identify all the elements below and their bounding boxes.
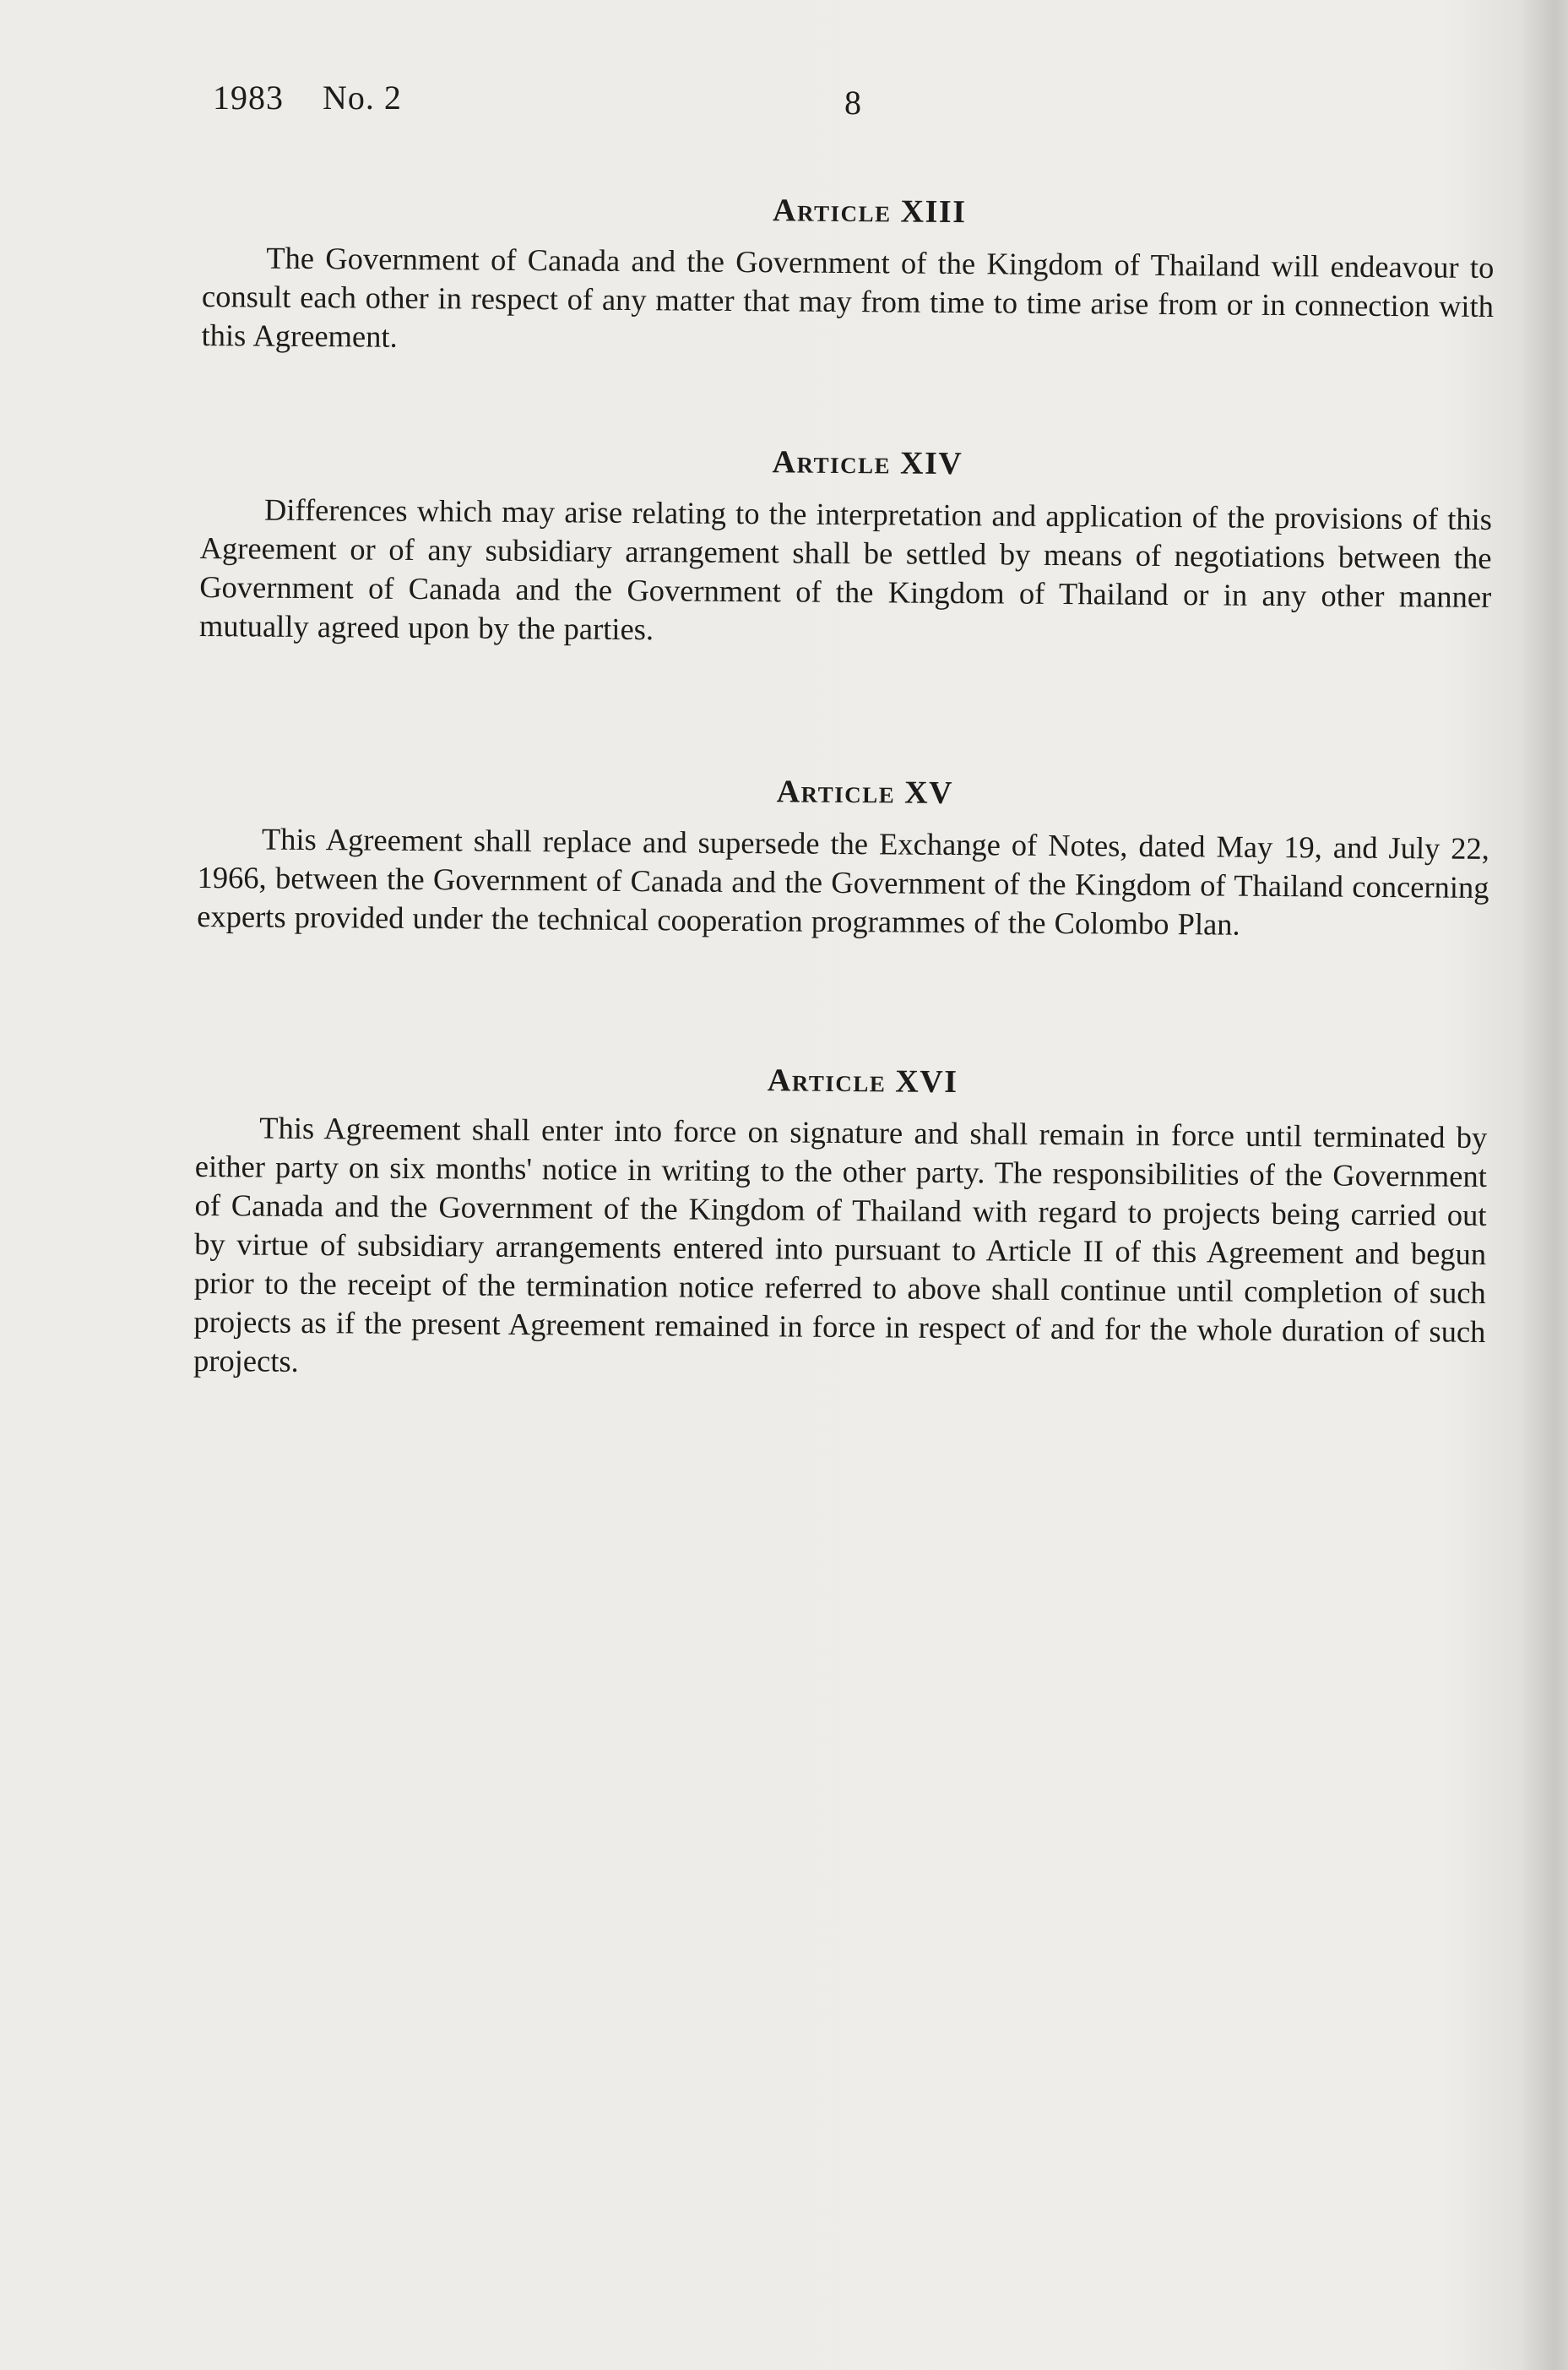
page-number: 8	[844, 84, 862, 122]
header-year: 1983	[213, 79, 284, 117]
article-13	[201, 188, 1495, 365]
article-14	[199, 439, 1493, 655]
header-number: No. 2	[323, 79, 402, 117]
article-title: Article XIII	[772, 193, 967, 231]
article-15	[197, 769, 1490, 946]
article-16	[193, 1057, 1488, 1390]
article-text: Differences which may arise relating to the interpretation and application of the provisions of this Agreement or of any subsidiary arrangement shall be settled by means of negotiations between the Government of Canada and the Government of the Kingdom of Thailand or in any other manner mutually agreed upon by the parties.	[198, 492, 1493, 647]
article-title: Article XIV	[772, 444, 963, 482]
article-title: Article XVI	[767, 1063, 958, 1101]
page-spine-shadow	[1534, 0, 1568, 2370]
page-content	[193, 188, 1495, 1378]
article-title: Article XV	[776, 774, 954, 812]
article-text: The Government of Canada and the Government of the Kingdom of Thailand will endeavour to consult each other in respect of any matter that may from time to time arise from or in connection with this Agreement.	[201, 240, 1495, 354]
article-text: This Agreement shall enter into force on signature and shall remain in force until terminated by either party on six months' notice in writing to the other party. The responsibilities of the Government of Canada and the Government of the Kingdom of Thailand with regard to projects being carried out by virtue of subsidiary arrangements entered into pursuant to Article II of this Agreement and begun prior to the receipt of the termination notice referred to above shall continue until completion of such projects as if the present Agreement remained in force in respect of and for the whole duration of such projects.	[193, 1110, 1488, 1378]
article-text: This Agreement shall replace and supersede the Exchange of Notes, dated May 19, and July 22, 1966, between the Government of Canada and the Government of the Kingdom of Thailand concerning experts provided under the technical cooperation programmes of the Colombo Plan.	[197, 821, 1490, 942]
